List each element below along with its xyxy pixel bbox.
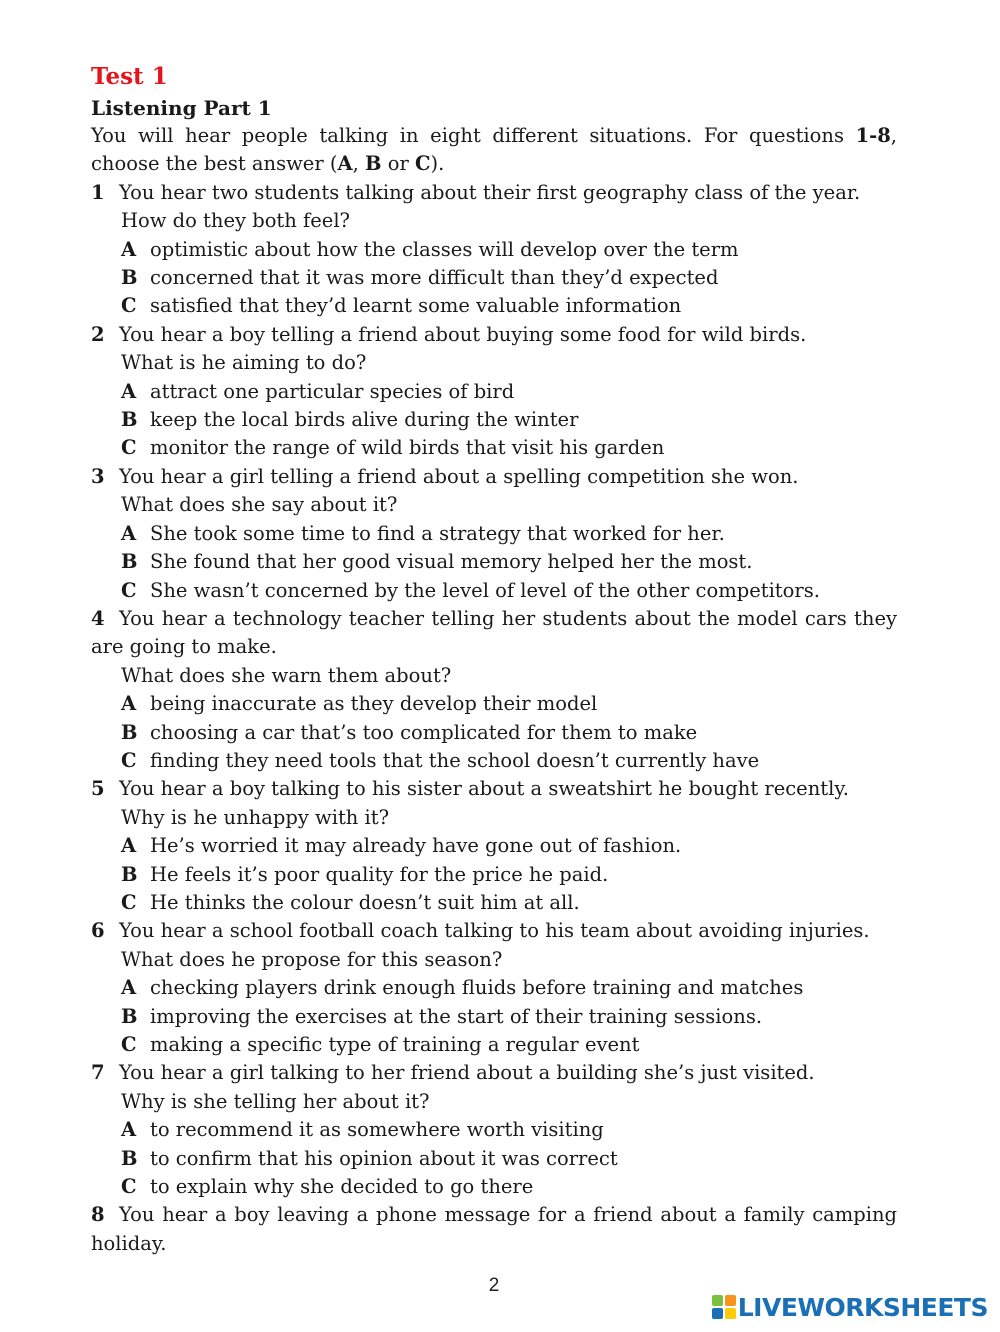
question-number: 2 bbox=[91, 322, 105, 346]
question-number: 7 bbox=[91, 1061, 105, 1085]
option-letter: C bbox=[121, 294, 137, 318]
logo-square bbox=[725, 1295, 736, 1306]
question-number: 1 bbox=[91, 180, 105, 204]
question-text: You hear two students talking about their first geography class of the year. bbox=[119, 180, 861, 204]
answer-option[interactable] bbox=[91, 1145, 897, 1173]
option-letter: B bbox=[121, 266, 138, 290]
option-text: optimistic about how the classes will develop over the term bbox=[150, 237, 739, 261]
option-text: He thinks the colour doesn’t suit him at all. bbox=[150, 890, 580, 914]
answer-option[interactable] bbox=[91, 889, 897, 917]
option-letter: A bbox=[121, 237, 137, 261]
page-number: 2 bbox=[488, 1275, 500, 1296]
option-text: She found that her good visual memory helped her the most. bbox=[150, 550, 753, 574]
question-range: 1-8 bbox=[855, 124, 891, 147]
option-text: She took some time to find a strategy that worked for her. bbox=[150, 521, 725, 545]
option-letter-b: B bbox=[365, 152, 382, 176]
answer-option[interactable] bbox=[91, 690, 897, 718]
option-letter-a: A bbox=[337, 152, 353, 176]
option-text: keep the local birds alive during the winter bbox=[150, 408, 579, 432]
watermark-text: LIVEWORKSHEETS bbox=[737, 1292, 988, 1322]
question-prompt: Why is he unhappy with it? bbox=[121, 805, 390, 829]
option-letter: A bbox=[121, 976, 137, 1000]
option-letter: C bbox=[121, 578, 137, 602]
answer-option[interactable] bbox=[91, 378, 897, 406]
answer-option[interactable] bbox=[91, 861, 897, 889]
question-5 bbox=[91, 775, 897, 917]
question-stem bbox=[91, 321, 897, 349]
option-text: finding they need tools that the school doesn’t currently have bbox=[150, 748, 760, 772]
option-text: checking players drink enough fluids before training and matches bbox=[150, 976, 804, 1000]
option-text: to confirm that his opinion about it was correct bbox=[150, 1146, 618, 1170]
question-text: You hear a girl talking to her friend about a building she’s just visited. bbox=[119, 1061, 815, 1085]
answer-option[interactable] bbox=[91, 264, 897, 292]
separator: or bbox=[381, 152, 415, 176]
answer-option[interactable] bbox=[91, 1116, 897, 1144]
question-stem bbox=[91, 1201, 897, 1258]
answer-option[interactable] bbox=[91, 406, 897, 434]
option-letter: B bbox=[121, 550, 138, 574]
logo-square bbox=[712, 1308, 723, 1319]
option-text: to recommend it as somewhere worth visiting bbox=[150, 1118, 604, 1142]
answer-option[interactable] bbox=[91, 292, 897, 320]
option-letter-c: C bbox=[414, 152, 431, 176]
question-text: You hear a boy leaving a phone message for a friend about a family camping holiday. bbox=[91, 1203, 897, 1255]
option-text: She wasn’t concerned by the level of level of the other competitors. bbox=[150, 578, 820, 602]
option-text: satisfied that they’d learnt some valuable information bbox=[150, 294, 682, 318]
answer-option[interactable] bbox=[91, 1031, 897, 1059]
question-prompt: What does he propose for this season? bbox=[121, 947, 503, 971]
question-stem bbox=[91, 463, 897, 491]
answer-option[interactable] bbox=[91, 520, 897, 548]
instructions-text: ). bbox=[430, 152, 445, 176]
question-number: 4 bbox=[91, 606, 105, 630]
option-letter: B bbox=[121, 862, 138, 886]
option-text: to explain why she decided to go there bbox=[150, 1175, 534, 1199]
question-number: 6 bbox=[91, 919, 105, 943]
worksheet-page bbox=[91, 60, 897, 1258]
question-3 bbox=[91, 463, 897, 605]
option-text: choosing a car that’s too complicated for them to make bbox=[150, 720, 698, 744]
logo-square bbox=[712, 1295, 723, 1306]
option-letter: B bbox=[121, 1146, 138, 1170]
answer-option[interactable] bbox=[91, 236, 897, 264]
option-text: being inaccurate as they develop their model bbox=[150, 692, 598, 716]
option-letter: C bbox=[121, 748, 137, 772]
question-text: You hear a school football coach talking to his team about avoiding injuries. bbox=[119, 919, 870, 943]
question-stem bbox=[91, 775, 897, 803]
question-text: You hear a girl telling a friend about a spelling competition she won. bbox=[119, 464, 799, 488]
instructions-text: You will hear people talking in eight different situations. For questions bbox=[91, 124, 856, 147]
question-6 bbox=[91, 917, 897, 1059]
question-number: 8 bbox=[91, 1203, 105, 1227]
question-1 bbox=[91, 179, 897, 321]
option-text: improving the exercises at the start of their training sessions. bbox=[150, 1004, 763, 1028]
option-letter: C bbox=[121, 1033, 137, 1056]
question-text: You hear a technology teacher telling her students about the model cars they are going to make. bbox=[91, 606, 897, 659]
option-text: monitor the range of wild birds that visit his garden bbox=[150, 436, 665, 460]
answer-option[interactable] bbox=[91, 747, 897, 775]
liveworksheets-watermark bbox=[712, 1292, 988, 1322]
option-letter: A bbox=[121, 692, 137, 716]
question-prompt: What does she warn them about? bbox=[121, 663, 452, 687]
question-prompt: What is he aiming to do? bbox=[121, 351, 367, 375]
answer-option[interactable] bbox=[91, 548, 897, 576]
instructions bbox=[91, 122, 897, 179]
question-stem bbox=[91, 179, 897, 207]
answer-option[interactable] bbox=[91, 974, 897, 1002]
test-title: Test 1 bbox=[91, 63, 168, 90]
option-letter: B bbox=[121, 720, 138, 744]
answer-option[interactable] bbox=[91, 832, 897, 860]
option-letter: C bbox=[121, 890, 137, 914]
instructions-text: , choose the best answer ( bbox=[91, 124, 897, 176]
question-number: 5 bbox=[91, 777, 105, 801]
option-letter: C bbox=[121, 436, 137, 460]
option-text: He’s worried it may already have gone out of fashion. bbox=[150, 834, 682, 858]
liveworksheets-logo-icon bbox=[712, 1295, 736, 1319]
question-stem bbox=[91, 917, 897, 945]
question-text: You hear a boy talking to his sister about a sweatshirt he bought recently. bbox=[119, 777, 849, 801]
question-stem bbox=[91, 1059, 897, 1087]
answer-option[interactable] bbox=[91, 577, 897, 605]
option-text: concerned that it was more difficult than they’d expected bbox=[150, 266, 719, 290]
question-number: 3 bbox=[91, 464, 105, 488]
question-prompt: Why is she telling her about it? bbox=[121, 1089, 430, 1113]
option-letter: C bbox=[121, 1175, 137, 1199]
option-text: making a specific type of training a regular event bbox=[150, 1033, 640, 1056]
option-letter: A bbox=[121, 521, 137, 545]
question-text: You hear a boy telling a friend about buying some food for wild birds. bbox=[119, 322, 807, 346]
question-prompt: What does she say about it? bbox=[121, 493, 398, 517]
option-letter: B bbox=[121, 408, 138, 432]
question-7 bbox=[91, 1059, 897, 1201]
question-prompt: How do they both feel? bbox=[121, 209, 351, 233]
question-stem bbox=[91, 605, 897, 662]
answer-option[interactable] bbox=[91, 719, 897, 747]
option-letter: A bbox=[121, 1118, 137, 1142]
part-title: Listening Part 1 bbox=[91, 96, 272, 120]
question-2 bbox=[91, 321, 897, 463]
answer-option[interactable] bbox=[91, 1173, 897, 1201]
answer-option[interactable] bbox=[91, 1003, 897, 1031]
answer-option[interactable] bbox=[91, 434, 897, 462]
option-letter: A bbox=[121, 379, 137, 403]
option-letter: B bbox=[121, 1004, 138, 1028]
option-text: He feels it’s poor quality for the price he paid. bbox=[150, 862, 609, 886]
question-4 bbox=[91, 605, 897, 775]
option-text: attract one particular species of bird bbox=[150, 379, 515, 403]
option-letter: A bbox=[121, 834, 137, 858]
logo-square bbox=[725, 1308, 736, 1319]
separator: , bbox=[352, 152, 366, 176]
question-8 bbox=[91, 1201, 897, 1258]
